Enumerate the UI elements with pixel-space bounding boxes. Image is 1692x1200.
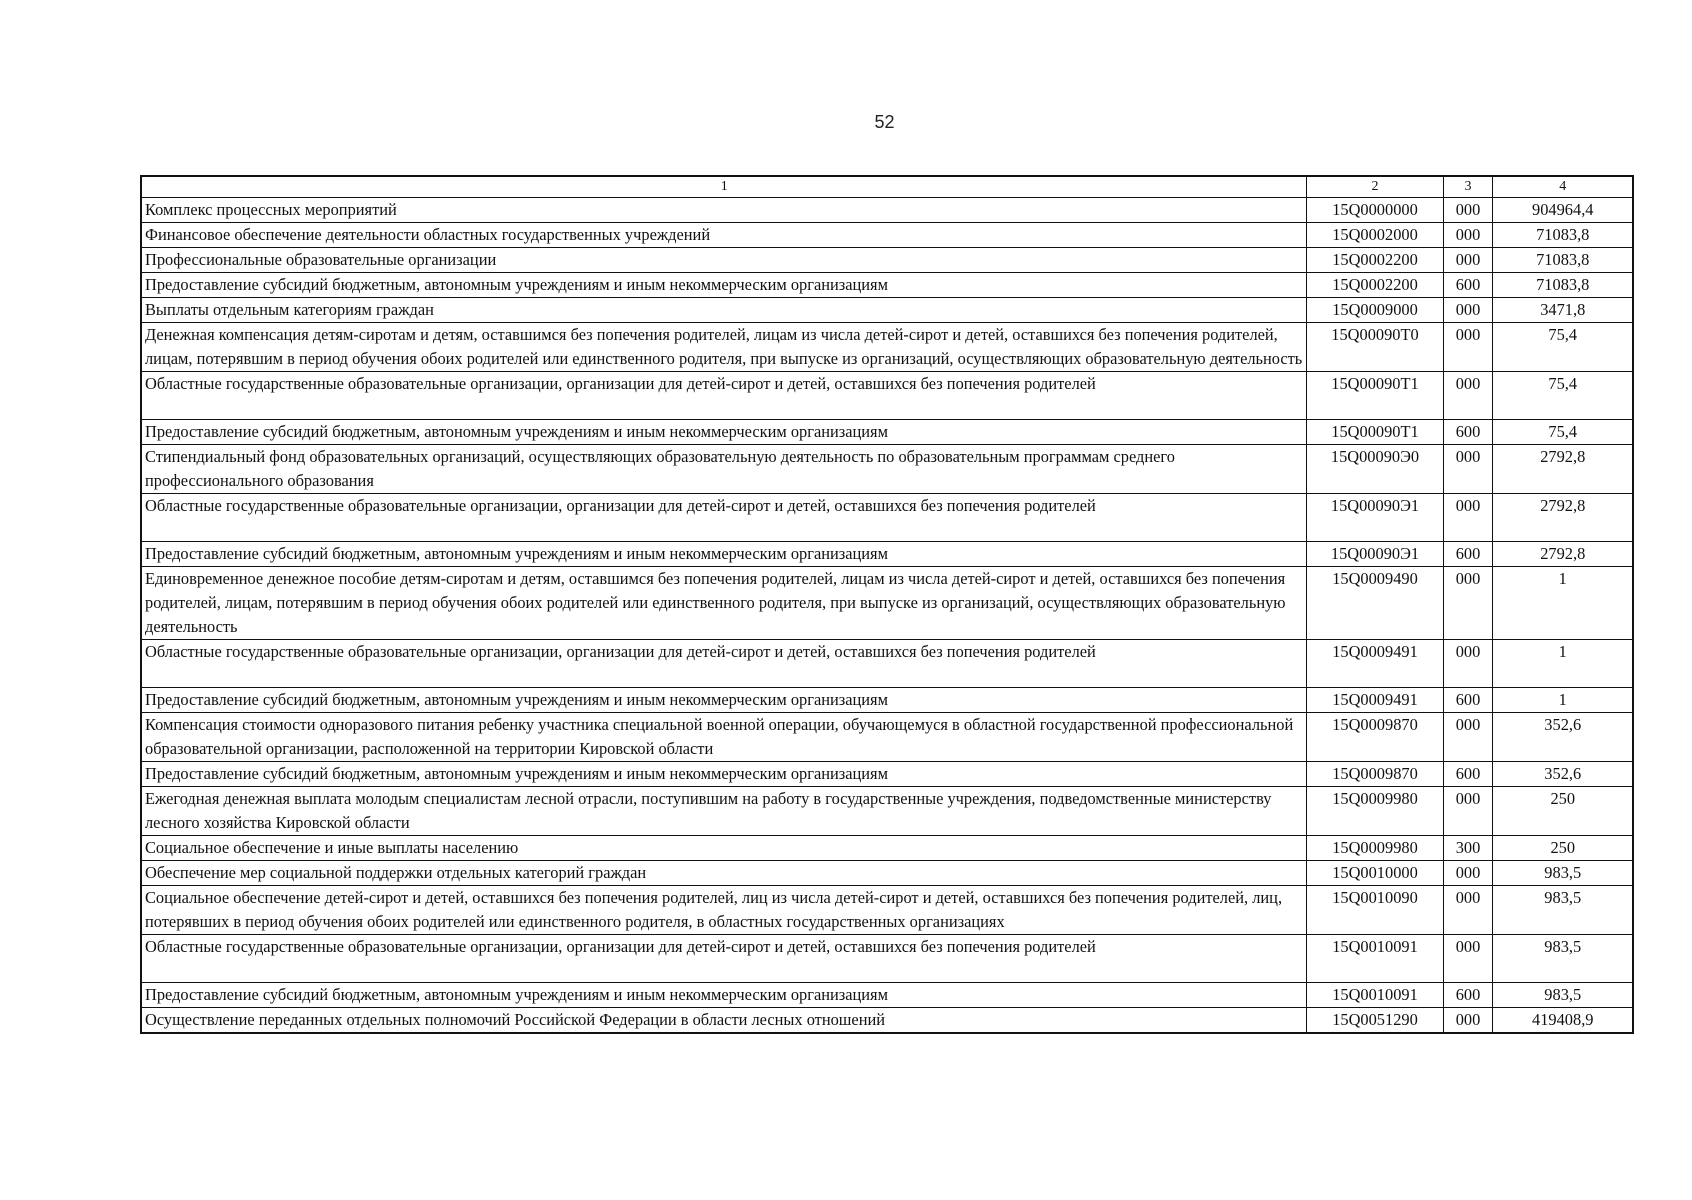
row-type-cell: 000 <box>1443 248 1492 273</box>
row-name-cell: Ежегодная денежная выплата молодым специалистам лесной отрасли, поступившим на работу в государственные учреждения, подведомственные министерству лесного хозяйства Кировской области <box>141 787 1306 836</box>
header-row <box>141 176 1633 198</box>
table-row <box>141 983 1633 1008</box>
table-row <box>141 542 1633 567</box>
row-type-cell: 600 <box>1443 273 1492 298</box>
row-code-cell: 15Q00090Т1 <box>1306 420 1443 445</box>
row-code-cell: 15Q0009870 <box>1306 713 1443 762</box>
table-row <box>141 494 1633 542</box>
row-type-cell: 000 <box>1443 787 1492 836</box>
row-code-cell: 15Q0009490 <box>1306 567 1443 640</box>
row-name-cell: Выплаты отдельным категориям граждан <box>141 298 1306 323</box>
row-amount-cell: 75,4 <box>1492 420 1633 445</box>
row-amount-cell: 419408,9 <box>1492 1008 1633 1034</box>
row-code-cell: 15Q0051290 <box>1306 1008 1443 1034</box>
row-code-cell: 15Q0000000 <box>1306 198 1443 223</box>
row-name-cell: Социальное обеспечение и иные выплаты населению <box>141 836 1306 861</box>
table-row <box>141 323 1633 372</box>
row-type-cell: 600 <box>1443 420 1492 445</box>
table-row <box>141 298 1633 323</box>
column-header-amount: 4 <box>1492 176 1633 198</box>
column-header-code: 2 <box>1306 176 1443 198</box>
row-name-cell: Предоставление субсидий бюджетным, автономным учреждениям и иным некоммерческим организациям <box>141 762 1306 787</box>
row-type-cell: 000 <box>1443 445 1492 494</box>
table-row <box>141 372 1633 420</box>
row-type-cell: 000 <box>1443 298 1492 323</box>
budget-table <box>140 175 1634 1034</box>
row-name-cell: Областные государственные образовательные организации, организации для детей-сирот и детей, оставшихся без попечения родителей <box>141 372 1306 420</box>
row-amount-cell: 983,5 <box>1492 983 1633 1008</box>
row-name-cell: Предоставление субсидий бюджетным, автономным учреждениям и иным некоммерческим организациям <box>141 542 1306 567</box>
row-amount-cell: 75,4 <box>1492 323 1633 372</box>
row-code-cell: 15Q0002000 <box>1306 223 1443 248</box>
row-code-cell: 15Q0009870 <box>1306 762 1443 787</box>
table-row <box>141 935 1633 983</box>
row-name-cell: Областные государственные образовательные организации, организации для детей-сирот и детей, оставшихся без попечения родителей <box>141 640 1306 688</box>
row-type-cell: 000 <box>1443 886 1492 935</box>
table-row <box>141 713 1633 762</box>
row-code-cell: 15Q0009491 <box>1306 640 1443 688</box>
table-row <box>141 688 1633 713</box>
row-name-cell: Комплекс процессных мероприятий <box>141 198 1306 223</box>
row-code-cell: 15Q00090Т0 <box>1306 323 1443 372</box>
table-row <box>141 567 1633 640</box>
row-name-cell: Денежная компенсация детям-сиротам и детям, оставшимся без попечения родителей, лицам из числа детей-сирот и детей, оставшихся без попечения родителей, лицам, потерявшим в период обучения обоих родителей или единственного родителя, при выпуске из организаций, осуществляющих образовательную деятельность <box>141 323 1306 372</box>
row-name-cell: Областные государственные образовательные организации, организации для детей-сирот и детей, оставшихся без попечения родителей <box>141 494 1306 542</box>
row-type-cell: 600 <box>1443 688 1492 713</box>
row-amount-cell: 2792,8 <box>1492 494 1633 542</box>
row-name-cell: Областные государственные образовательные организации, организации для детей-сирот и детей, оставшихся без попечения родителей <box>141 935 1306 983</box>
table-row <box>141 787 1633 836</box>
row-amount-cell: 75,4 <box>1492 372 1633 420</box>
table-row <box>141 886 1633 935</box>
row-amount-cell: 71083,8 <box>1492 223 1633 248</box>
row-type-cell: 000 <box>1443 494 1492 542</box>
table-row <box>141 273 1633 298</box>
row-type-cell: 000 <box>1443 861 1492 886</box>
row-code-cell: 15Q00090Т1 <box>1306 372 1443 420</box>
row-type-cell: 000 <box>1443 198 1492 223</box>
row-type-cell: 000 <box>1443 713 1492 762</box>
row-type-cell: 000 <box>1443 935 1492 983</box>
page-number: 52 <box>874 112 895 132</box>
row-code-cell: 15Q00090Э0 <box>1306 445 1443 494</box>
row-type-cell: 000 <box>1443 323 1492 372</box>
row-type-cell: 600 <box>1443 983 1492 1008</box>
row-name-cell: Предоставление субсидий бюджетным, автономным учреждениям и иным некоммерческим организациям <box>141 688 1306 713</box>
row-type-cell: 000 <box>1443 567 1492 640</box>
row-code-cell: 15Q0009980 <box>1306 836 1443 861</box>
budget-table-container <box>140 175 1632 1034</box>
row-code-cell: 15Q00090Э1 <box>1306 542 1443 567</box>
row-code-cell: 15Q0010091 <box>1306 935 1443 983</box>
table-row <box>141 445 1633 494</box>
table-row <box>141 861 1633 886</box>
row-amount-cell: 983,5 <box>1492 935 1633 983</box>
row-name-cell: Социальное обеспечение детей-сирот и детей, оставшихся без попечения родителей, лиц из числа детей-сирот и детей, оставшихся без попечения родителей, лиц, потерявших в период обучения обоих родителей или единственного родителя, в областных государственных организациях <box>141 886 1306 935</box>
row-amount-cell: 983,5 <box>1492 861 1633 886</box>
row-code-cell: 15Q00090Э1 <box>1306 494 1443 542</box>
table-row <box>141 198 1633 223</box>
table-row <box>141 836 1633 861</box>
row-type-cell: 300 <box>1443 836 1492 861</box>
row-type-cell: 000 <box>1443 372 1492 420</box>
row-amount-cell: 71083,8 <box>1492 273 1633 298</box>
row-amount-cell: 2792,8 <box>1492 542 1633 567</box>
table-row <box>141 248 1633 273</box>
row-amount-cell: 250 <box>1492 836 1633 861</box>
row-amount-cell: 983,5 <box>1492 886 1633 935</box>
row-name-cell: Осуществление переданных отдельных полномочий Российской Федерации в области лесных отношений <box>141 1008 1306 1034</box>
row-code-cell: 15Q0009980 <box>1306 787 1443 836</box>
row-type-cell: 000 <box>1443 640 1492 688</box>
row-amount-cell: 352,6 <box>1492 713 1633 762</box>
row-amount-cell: 904964,4 <box>1492 198 1633 223</box>
row-amount-cell: 250 <box>1492 787 1633 836</box>
row-code-cell: 15Q0010090 <box>1306 886 1443 935</box>
row-code-cell: 15Q0010091 <box>1306 983 1443 1008</box>
row-name-cell: Стипендиальный фонд образовательных организаций, осуществляющих образовательную деятельность по образовательным программам среднего профессионального образования <box>141 445 1306 494</box>
table-body <box>141 198 1633 1034</box>
row-name-cell: Обеспечение мер социальной поддержки отдельных категорий граждан <box>141 861 1306 886</box>
row-amount-cell: 3471,8 <box>1492 298 1633 323</box>
row-amount-cell: 1 <box>1492 688 1633 713</box>
row-name-cell: Единовременное денежное пособие детям-сиротам и детям, оставшимся без попечения родителей, лицам из числа детей-сирот и детей, оставшихся без попечения родителей, лицам, потерявшим в период обучения обоих родителей или единственного родителя, при выпуске из организаций, осуществляющих образовательную деятельность <box>141 567 1306 640</box>
table-row <box>141 1008 1633 1034</box>
row-name-cell: Предоставление субсидий бюджетным, автономным учреждениям и иным некоммерческим организациям <box>141 420 1306 445</box>
table-row <box>141 420 1633 445</box>
row-code-cell: 15Q0009000 <box>1306 298 1443 323</box>
row-code-cell: 15Q0010000 <box>1306 861 1443 886</box>
row-name-cell: Профессиональные образовательные организации <box>141 248 1306 273</box>
row-name-cell: Предоставление субсидий бюджетным, автономным учреждениям и иным некоммерческим организациям <box>141 983 1306 1008</box>
column-header-type: 3 <box>1443 176 1492 198</box>
row-type-cell: 600 <box>1443 542 1492 567</box>
row-type-cell: 000 <box>1443 1008 1492 1034</box>
column-header-name: 1 <box>141 176 1306 198</box>
row-code-cell: 15Q0009491 <box>1306 688 1443 713</box>
row-type-cell: 600 <box>1443 762 1492 787</box>
row-code-cell: 15Q0002200 <box>1306 248 1443 273</box>
row-type-cell: 000 <box>1443 223 1492 248</box>
row-name-cell: Предоставление субсидий бюджетным, автономным учреждениям и иным некоммерческим организациям <box>141 273 1306 298</box>
row-amount-cell: 1 <box>1492 567 1633 640</box>
row-amount-cell: 2792,8 <box>1492 445 1633 494</box>
row-amount-cell: 1 <box>1492 640 1633 688</box>
table-row <box>141 762 1633 787</box>
table-row <box>141 223 1633 248</box>
row-amount-cell: 352,6 <box>1492 762 1633 787</box>
row-code-cell: 15Q0002200 <box>1306 273 1443 298</box>
table-row <box>141 640 1633 688</box>
row-name-cell: Компенсация стоимости одноразового питания ребенку участника специальной военной операции, обучающемуся в областной государственной профессиональной образовательной организации, расположенной на территории Кировской области <box>141 713 1306 762</box>
row-name-cell: Финансовое обеспечение деятельности областных государственных учреждений <box>141 223 1306 248</box>
row-amount-cell: 71083,8 <box>1492 248 1633 273</box>
